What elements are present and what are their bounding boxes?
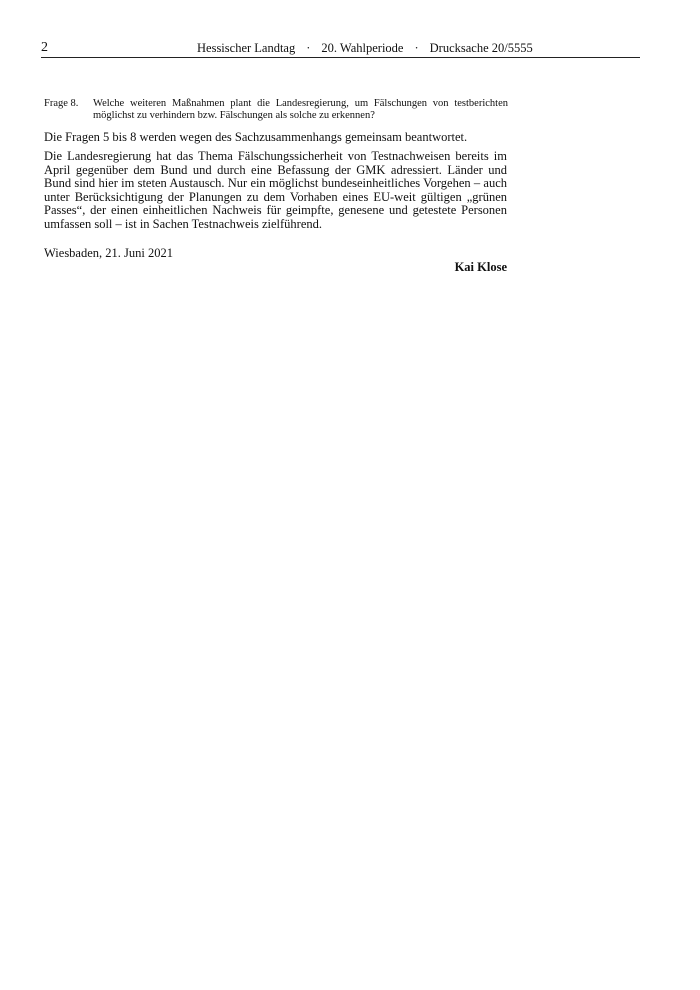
- question-block: [44, 98, 508, 121]
- question-text: Welche weiteren Maßnahmen plant die Landesregierung, um Fälschungen von testberichten möglichst zu verhindern bzw. Fälschungen als solche zu erkennen?: [93, 98, 508, 121]
- document-number: Drucksache 20/5555: [429, 41, 533, 55]
- answer-paragraph: Die Fragen 5 bis 8 werden wegen des Sachzusammenhangs gemeinsam beantwortet.: [44, 130, 468, 144]
- page-header: [41, 40, 640, 58]
- answer-paragraph: Die Landesregierung hat das Thema Fälschungssicherheit von Testnachweisen bereits im April gegenüber dem Bund und durch eine Befassung der GMK adressiert. Länder und Bund sind hier im steten Austausch. Nur ein möglichst bundeseinheitliches Vorgehen – auch unter Berücksichtigung der Planungen zu dem Vorhaben eines EU-weit gültigen „grünen Passes“, der einen einheitlichen Nachweis für geimpfte, genesene und getestete Personen umfassen soll – ist in Sachen Testnachweis zielführend.: [44, 149, 507, 231]
- header-separator: ·: [414, 41, 419, 55]
- legislative-term: 20. Wahlperiode: [321, 41, 404, 55]
- parliament-name: Hessischer Landtag: [197, 41, 296, 55]
- signatory-name: Kai Klose: [454, 260, 507, 274]
- header-separator: ·: [306, 41, 311, 55]
- running-head: [197, 41, 533, 56]
- page-number: 2: [41, 40, 48, 55]
- place-date: Wiesbaden, 21. Juni 2021: [44, 246, 173, 260]
- question-label: Frage 8.: [44, 98, 79, 109]
